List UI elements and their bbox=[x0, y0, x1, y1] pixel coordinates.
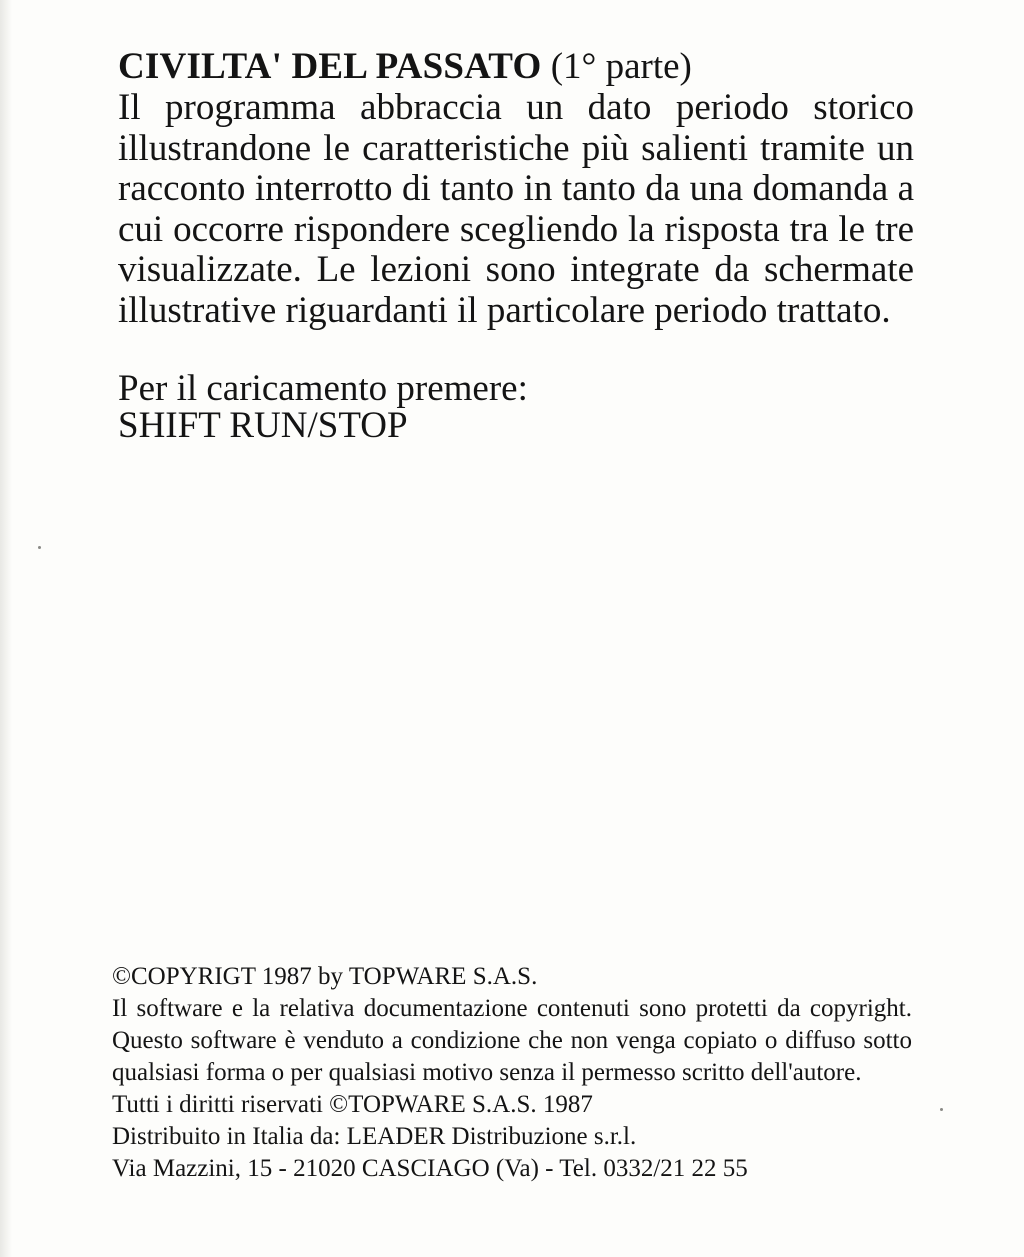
copyright-footer bbox=[112, 961, 912, 1185]
paper-speck bbox=[940, 1108, 943, 1111]
copyright-line: ©COPYRIGT 1987 by TOPWARE S.A.S. bbox=[112, 963, 538, 990]
program-part: (1° parte) bbox=[550, 46, 692, 87]
program-title: CIVILTA' DEL PASSATO bbox=[118, 46, 542, 87]
distributor-line: Distribuito in Italia da: LEADER Distribuzione s.r.l. bbox=[112, 1123, 637, 1150]
main-content bbox=[118, 40, 914, 444]
legal-notice: Il software e la relativa documentazione contenuti sono protetti da copyright. Questo software è venduto a condizione che non venga copiato o diffuso sotto qualsiasi forma o per qualsiasi motivo senza il permesso scritto dell'autore. bbox=[112, 995, 912, 1086]
loading-command: SHIFT RUN/STOP bbox=[118, 404, 408, 446]
page-title bbox=[118, 40, 914, 94]
address-line: Via Mazzini, 15 - 21020 CASCIAGO (Va) - Tel. 0332/21 22 55 bbox=[112, 1155, 748, 1182]
program-description: Il programma abbraccia un dato periodo storico illustrandone le caratteristiche più salienti tramite un racconto interrotto di tanto in tanto da una domanda a cui occorre rispondere scegliendo la risposta tra le tre visualizzate. Le lezioni sono integrate da schermate illustrative riguardanti il particolare periodo trattato. bbox=[118, 87, 914, 331]
paper-edge-shadow bbox=[0, 0, 12, 1257]
loading-instruction: Per il caricamento premere: bbox=[118, 367, 528, 409]
rights-line: Tutti i diritti riservati ©TOPWARE S.A.S. 1987 bbox=[112, 1091, 593, 1118]
loading-section bbox=[118, 367, 914, 446]
paper-speck bbox=[38, 546, 41, 549]
